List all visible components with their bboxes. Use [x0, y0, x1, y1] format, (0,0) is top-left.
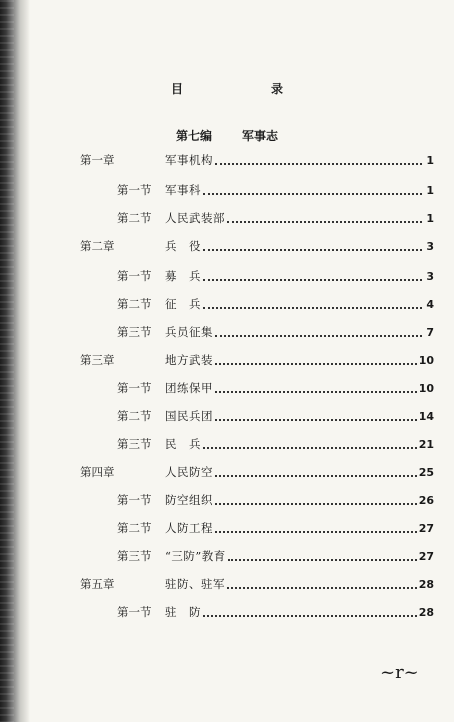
- dot-leader: [203, 247, 422, 251]
- toc-entry-title: 征 兵: [165, 297, 201, 311]
- dot-leader: [215, 333, 422, 337]
- toc-entry-section: [0, 322, 454, 342]
- toc-entry-number: 第二节: [117, 297, 152, 311]
- dot-leader: [203, 445, 417, 449]
- part-number: 第七编: [175, 129, 212, 143]
- toc-entry-title: 驻 防: [165, 605, 201, 619]
- dot-leader: [215, 473, 417, 477]
- toc-entry-title: 驻防、驻军: [165, 577, 225, 591]
- toc-entry-number: 第三节: [117, 325, 152, 339]
- toc-entry-line: [165, 238, 434, 254]
- dot-leader: [203, 305, 422, 309]
- dot-leader: [215, 161, 422, 165]
- toc-entry-section: [0, 490, 454, 510]
- toc-entry-line: [165, 604, 434, 620]
- dot-leader: [215, 361, 417, 365]
- toc-entry-line: [165, 210, 434, 226]
- dot-leader: [203, 613, 417, 617]
- toc-entry-section: [0, 434, 454, 454]
- toc-entry-title: 人民防空: [165, 465, 213, 479]
- dot-leader: [227, 585, 417, 589]
- toc-entry-section: [0, 518, 454, 538]
- toc-entry-title: 募 兵: [165, 269, 201, 283]
- toc-entry-title: 国民兵团: [165, 409, 213, 423]
- toc-entry-page: 28: [418, 605, 434, 619]
- page-folio: ~r~: [380, 662, 419, 683]
- toc-entry-page: 4: [426, 297, 434, 311]
- dot-leader: [215, 389, 417, 393]
- toc-entry-section: [0, 294, 454, 314]
- toc-entry-section: [0, 208, 454, 228]
- toc-entry-title: 人防工程: [165, 521, 213, 535]
- toc-entry-section: [0, 266, 454, 286]
- toc-entry-line: [165, 576, 434, 592]
- toc-entry-line: [165, 352, 434, 368]
- title-left-char: 目: [170, 82, 183, 96]
- toc-entry-chapter: [0, 236, 454, 256]
- toc-entry-number: 第二节: [117, 521, 152, 535]
- toc-entry-title: 防空组织: [165, 493, 213, 507]
- toc-entry-section: [0, 378, 454, 398]
- toc-entry-number: 第二节: [117, 409, 152, 423]
- toc-entry-line: [165, 296, 434, 312]
- toc-entry-number: 第五章: [80, 577, 115, 591]
- part-heading: [0, 127, 454, 144]
- toc-entry-page: 1: [426, 183, 434, 197]
- toc-entry-page: 1: [426, 211, 434, 225]
- toc-entry-number: 第三章: [80, 353, 115, 367]
- toc-entry-line: [165, 324, 434, 340]
- toc-entry-number: 第三节: [117, 437, 152, 451]
- toc-entry-line: [165, 548, 434, 564]
- toc-entry-number: 第三节: [117, 549, 152, 563]
- toc-entry-line: [165, 520, 434, 536]
- toc-entry-line: [165, 464, 434, 480]
- part-title: 军事志: [242, 129, 279, 143]
- toc-entry-number: 第一章: [80, 153, 115, 167]
- dot-leader: [215, 417, 417, 421]
- toc-entry-page: 10: [418, 353, 434, 367]
- toc-entry-number: 第一节: [117, 183, 152, 197]
- toc-entry-line: [165, 492, 434, 508]
- toc-entry-chapter: [0, 574, 454, 594]
- toc-entry-chapter: [0, 462, 454, 482]
- dot-leader: [203, 277, 422, 281]
- toc-entry-page: 3: [426, 239, 434, 253]
- toc-entry-page: 28: [418, 577, 434, 591]
- toc-entry-page: 1: [426, 153, 434, 167]
- dot-leader: [228, 557, 417, 561]
- toc-entry-line: [165, 436, 434, 452]
- toc-entry-line: [165, 152, 434, 168]
- toc-entry-title: 兵 役: [165, 239, 201, 253]
- toc-entry-page: 26: [418, 493, 434, 507]
- toc-entry-section: [0, 546, 454, 566]
- toc-entry-number: 第二节: [117, 211, 152, 225]
- toc-entry-title: 兵员征集: [165, 325, 213, 339]
- toc-entry-page: 27: [418, 549, 434, 563]
- toc-entry-section: [0, 406, 454, 426]
- toc-entry-title: 人民武装部: [165, 211, 225, 225]
- toc-entry-section: [0, 602, 454, 622]
- toc-entry-page: 7: [426, 325, 434, 339]
- toc-entry-number: 第一节: [117, 381, 152, 395]
- toc-entry-section: [0, 180, 454, 200]
- toc-entry-title: 地方武装: [165, 353, 213, 367]
- toc-entry-line: [165, 182, 434, 198]
- page-title: [0, 80, 454, 97]
- toc-entry-page: 21: [418, 437, 434, 451]
- toc-entry-number: 第一节: [117, 605, 152, 619]
- toc-entry-page: 3: [426, 269, 434, 283]
- toc-entry-title: 军事机构: [165, 153, 213, 167]
- title-right-char: 录: [271, 82, 284, 96]
- toc-entry-line: [165, 380, 434, 396]
- toc-entry-page: 14: [418, 409, 434, 423]
- toc-entry-title: 军事科: [165, 183, 201, 197]
- toc-entry-number: 第一节: [117, 493, 152, 507]
- toc-entry-chapter: [0, 150, 454, 170]
- dot-leader: [203, 191, 422, 195]
- toc-entry-page: 10: [418, 381, 434, 395]
- toc-entry-line: [165, 268, 434, 284]
- dot-leader: [215, 501, 417, 505]
- toc-entry-page: 27: [418, 521, 434, 535]
- toc-entry-title: 民 兵: [165, 437, 201, 451]
- toc-entry-line: [165, 408, 434, 424]
- toc-entry-number: 第四章: [80, 465, 115, 479]
- toc-entry-title: 团练保甲: [165, 381, 213, 395]
- toc-entry-chapter: [0, 350, 454, 370]
- toc-entry-title: “三防”教育: [165, 549, 226, 563]
- dot-leader: [215, 529, 417, 533]
- toc-entry-number: 第一节: [117, 269, 152, 283]
- toc-entry-page: 25: [418, 465, 434, 479]
- toc-entry-number: 第二章: [80, 239, 115, 253]
- dot-leader: [227, 219, 422, 223]
